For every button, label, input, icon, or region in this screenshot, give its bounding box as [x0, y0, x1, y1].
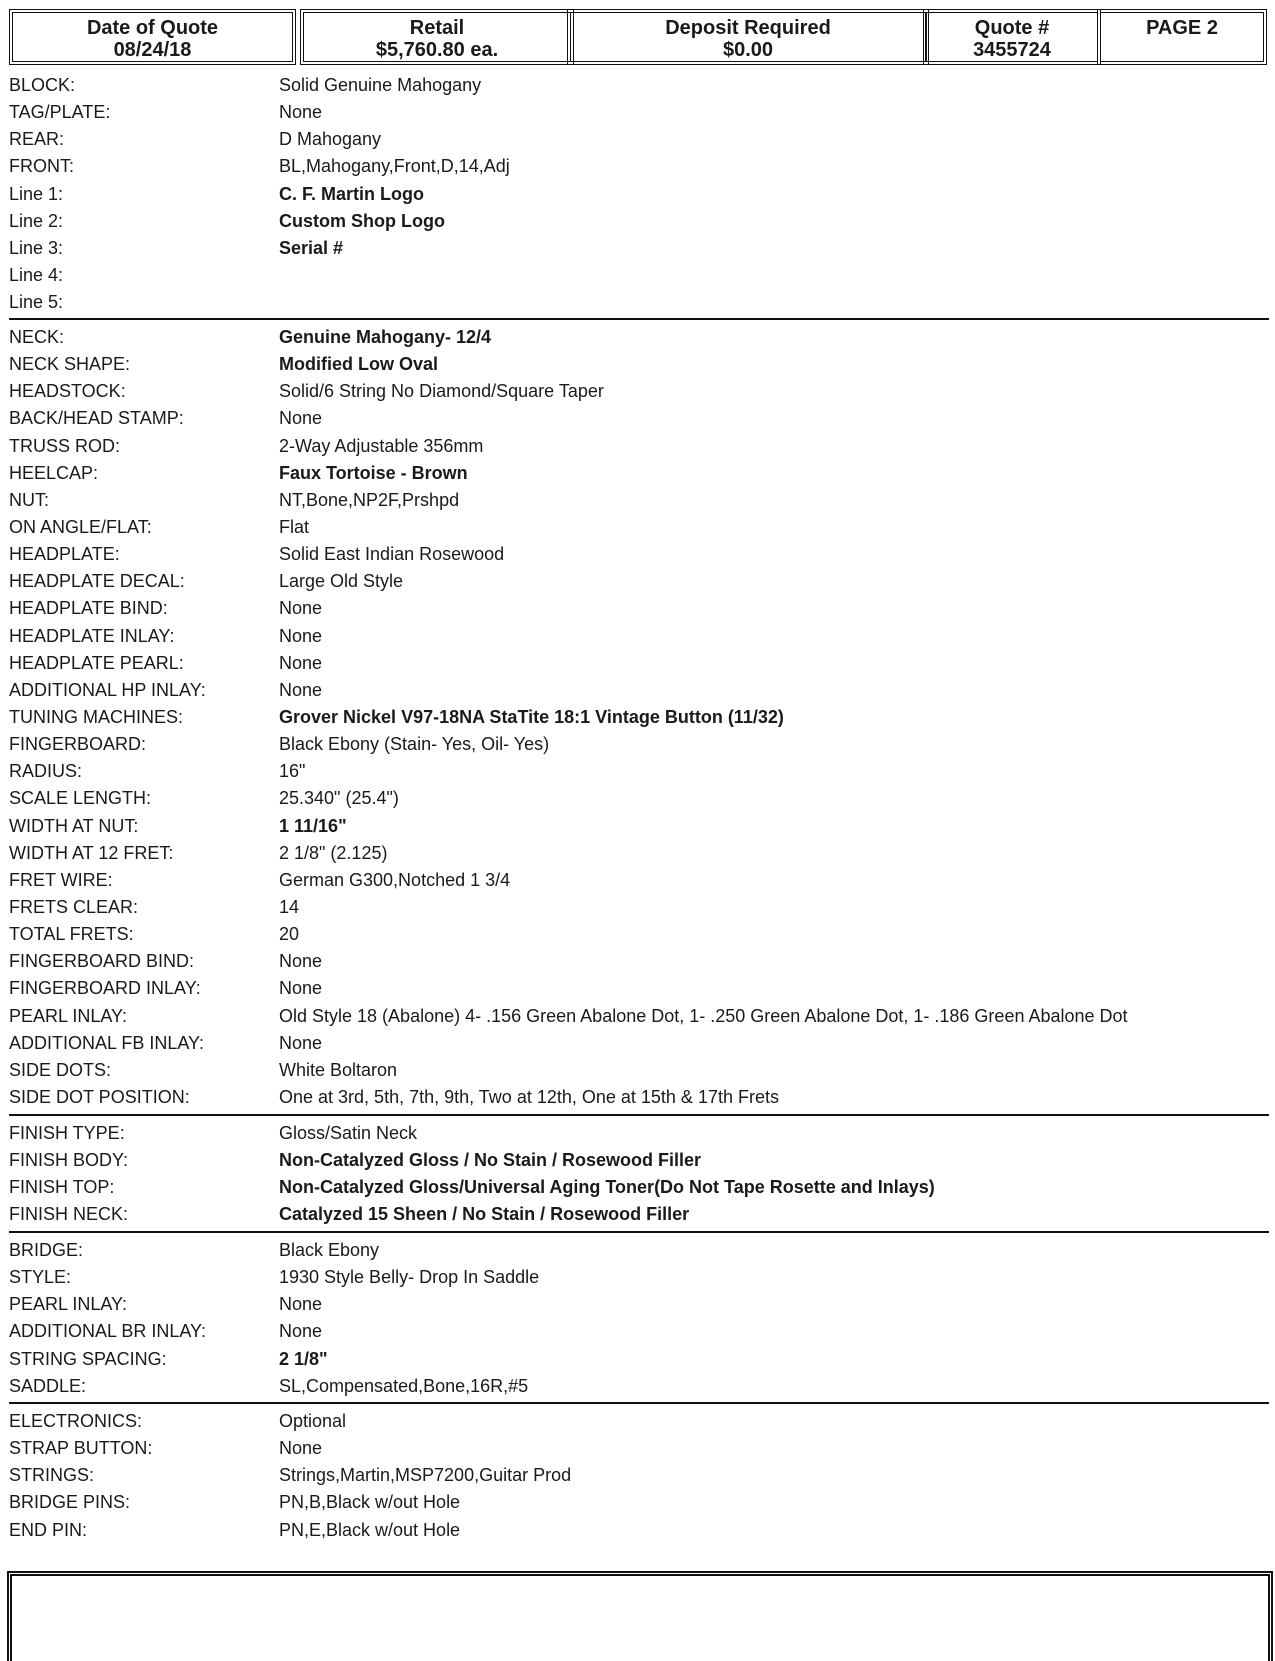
spec-label: Line 3: [9, 237, 64, 258]
spec-label: SCALE LENGTH: [9, 788, 152, 809]
spec-row [9, 595, 1269, 622]
spec-value: None [279, 679, 323, 700]
spec-value: None [279, 598, 323, 619]
spec-value: 2 1/8" [279, 1348, 328, 1369]
spec-value: Non-Catalyzed Gloss / No Stain / Rosewood Filler [279, 1150, 702, 1171]
spec-label: TRUSS ROD: [9, 435, 121, 456]
spec-row [9, 1264, 1269, 1291]
spec-value: Solid/6 String No Diamond/Square Taper [279, 381, 604, 402]
spec-row [9, 1346, 1269, 1373]
spec-label: TUNING MACHINES: [9, 706, 184, 727]
spec-row [9, 1201, 1269, 1228]
spec-value: Grover Nickel V97-18NA StaTite 18:1 Vintage Button (11/32) [279, 706, 784, 727]
spec-label: STRINGS: [9, 1465, 95, 1486]
spec-value: C. F. Martin Logo [279, 183, 424, 204]
spec-row [9, 378, 1269, 405]
neck-section [9, 324, 1269, 1111]
spec-value: Large Old Style [279, 571, 404, 592]
spec-value: One at 3rd, 5th, 7th, 9th, Two at 12th, One at 15th & 17th Frets [279, 1086, 779, 1107]
spec-value: None [279, 408, 323, 429]
spec-value: Genuine Mahogany- 12/4 [279, 327, 492, 347]
spec-value: Faux Tortoise - Brown [279, 462, 468, 483]
spec-row [9, 235, 1269, 262]
spec-label: HEELCAP: [9, 462, 99, 483]
spec-row [9, 1030, 1269, 1057]
spec-label: STRING SPACING: [9, 1348, 167, 1369]
finish-section [9, 1120, 1269, 1229]
spec-row [9, 758, 1269, 785]
spec-value: None [279, 978, 323, 999]
spec-label: NECK SHAPE: [9, 354, 131, 375]
spec-value: PN,B,Black w/out Hole [279, 1492, 461, 1513]
spec-row [9, 1408, 1269, 1435]
spec-row [9, 153, 1269, 180]
deposit-required-box [567, 9, 929, 65]
spec-label: Line 2: [9, 210, 64, 231]
spec-row [9, 405, 1269, 432]
spec-value: Optional [279, 1411, 347, 1431]
spec-label: ADDITIONAL FB INLAY: [9, 1032, 205, 1053]
spec-value: BL,Mahogany,Front,D,14,Adj [279, 156, 510, 177]
spec-value: None [279, 1438, 323, 1459]
spec-label: FINISH NECK: [9, 1204, 129, 1225]
spec-row [9, 324, 1269, 351]
spec-label: NECK: [9, 327, 65, 347]
spec-row [9, 1435, 1269, 1462]
spec-label: FRONT: [9, 156, 74, 177]
spec-row [9, 731, 1269, 758]
spec-value: None [279, 951, 323, 972]
spec-row [9, 1084, 1269, 1111]
spec-value: Gloss/Satin Neck [279, 1123, 418, 1143]
spec-row [9, 99, 1269, 126]
spec-row [9, 181, 1269, 208]
spec-value: None [279, 1321, 323, 1342]
spec-value: 1 11/16" [279, 815, 347, 836]
retail-box [300, 9, 574, 65]
notes-box [7, 1571, 1273, 1661]
spec-label: ON ANGLE/FLAT: [9, 516, 152, 537]
spec-label: END PIN: [9, 1519, 88, 1540]
spec-label: HEADPLATE INLAY: [9, 625, 175, 646]
spec-value: Strings,Martin,MSP7200,Guitar Prod [279, 1465, 572, 1486]
spec-label: PEARL INLAY: [9, 1005, 128, 1026]
spec-row [9, 289, 1269, 316]
spec-label: HEADPLATE BIND: [9, 598, 168, 619]
section-divider [9, 1402, 1269, 1404]
spec-value: Black Ebony (Stain- Yes, Oil- Yes) [279, 734, 550, 755]
spec-label: BLOCK: [9, 75, 76, 95]
date-of-quote-label: Date of Quote [86, 17, 219, 39]
spec-row [9, 623, 1269, 650]
date-of-quote-box [9, 9, 296, 65]
spec-label: SIDE DOT POSITION: [9, 1086, 190, 1107]
spec-row [9, 126, 1269, 153]
quote-number-value: 3455724 [973, 39, 1051, 61]
spec-row [9, 1489, 1269, 1516]
spec-value: Solid East Indian Rosewood [279, 544, 505, 565]
spec-label: HEADSTOCK: [9, 381, 126, 402]
spec-value: None [279, 652, 323, 673]
spec-value: None [279, 102, 323, 123]
section-divider [9, 1114, 1269, 1116]
spec-value: None [279, 1294, 323, 1315]
spec-row [9, 487, 1269, 514]
spec-label: SIDE DOTS: [9, 1059, 112, 1080]
spec-label: HEADPLATE: [9, 544, 120, 565]
spec-label: Line 1: [9, 183, 64, 204]
spec-label: HEADPLATE PEARL: [9, 652, 184, 673]
spec-row [9, 1003, 1269, 1030]
spec-label: FINISH TYPE: [9, 1123, 125, 1143]
spec-label: RADIUS: [9, 761, 83, 782]
spec-value: Modified Low Oval [279, 354, 439, 375]
spec-label: HEADPLATE DECAL: [9, 571, 185, 592]
spec-value: 1930 Style Belly- Drop In Saddle [279, 1267, 540, 1288]
spec-value: PN,E,Black w/out Hole [279, 1519, 461, 1540]
spec-row [9, 1057, 1269, 1084]
spec-row [9, 1291, 1269, 1318]
spec-label: Line 5: [9, 292, 64, 313]
spec-value: German G300,Notched 1 3/4 [279, 869, 511, 890]
spec-row [9, 1174, 1269, 1201]
spec-label: REAR: [9, 129, 65, 150]
spec-row [9, 975, 1269, 1002]
spec-label: WIDTH AT 12 FRET: [9, 842, 174, 863]
quote-number-box [923, 9, 1101, 65]
spec-label: ELECTRONICS: [9, 1411, 143, 1431]
spec-label: FINISH TOP: [9, 1177, 115, 1198]
retail-value: $5,760.80 ea. [375, 39, 499, 61]
spec-row [9, 921, 1269, 948]
spec-label: FRET WIRE: [9, 869, 113, 890]
spec-row [9, 351, 1269, 378]
spec-value: Non-Catalyzed Gloss/Universal Aging Toner(Do Not Tape Rosette and Inlays) [279, 1177, 935, 1198]
date-of-quote-value: 08/24/18 [113, 39, 192, 61]
spec-value: 20 [279, 924, 300, 945]
spec-row [9, 650, 1269, 677]
page-number-box [1097, 9, 1267, 65]
spec-value: 2 1/8" (2.125) [279, 842, 388, 863]
spec-label: STRAP BUTTON: [9, 1438, 153, 1459]
spec-label: BRIDGE: [9, 1240, 84, 1260]
spec-label: FINGERBOARD: [9, 734, 147, 755]
spec-row [9, 262, 1269, 289]
spec-row [9, 460, 1269, 487]
spec-row [9, 72, 1269, 99]
spec-row [9, 568, 1269, 595]
spec-label: FRETS CLEAR: [9, 896, 139, 917]
spec-row [9, 433, 1269, 460]
hardware-section [9, 1408, 1269, 1544]
spec-row [9, 1237, 1269, 1264]
spec-label: STYLE: [9, 1267, 72, 1288]
spec-value: None [279, 625, 323, 646]
spec-label: BACK/HEAD STAMP: [9, 408, 184, 429]
spec-label: TAG/PLATE: [9, 102, 111, 123]
spec-value: Catalyzed 15 Sheen / No Stain / Rosewood Filler [279, 1204, 690, 1225]
spec-value: White Boltaron [279, 1059, 398, 1080]
spec-value: 16" [279, 761, 306, 782]
retail-label: Retail [409, 17, 465, 39]
spec-row [9, 1120, 1269, 1147]
spec-row [9, 1517, 1269, 1544]
spec-value: NT,Bone,NP2F,Prshpd [279, 489, 460, 510]
spec-label: TOTAL FRETS: [9, 924, 134, 945]
spec-label: BRIDGE PINS: [9, 1492, 131, 1513]
spec-value: Solid Genuine Mahogany [279, 75, 482, 95]
spec-label: FINGERBOARD INLAY: [9, 978, 201, 999]
spec-label: PEARL INLAY: [9, 1294, 128, 1315]
spec-label: ADDITIONAL BR INLAY: [9, 1321, 207, 1342]
spec-value: Old Style 18 (Abalone) 4- .156 Green Abalone Dot, 1- .250 Green Abalone Dot, 1- .186 Green Abalone Dot [279, 1005, 1128, 1026]
spec-label: FINGERBOARD BIND: [9, 951, 195, 972]
spec-row [9, 1373, 1269, 1400]
page-number-label: PAGE 2 [1146, 17, 1218, 39]
spec-label: WIDTH AT NUT: [9, 815, 139, 836]
spec-label: NUT: [9, 489, 49, 510]
spec-value: Serial # [279, 237, 344, 258]
spec-value: Black Ebony [279, 1240, 380, 1260]
spec-label: Line 4: [9, 264, 64, 285]
spec-row [9, 677, 1269, 704]
spec-label: ADDITIONAL HP INLAY: [9, 679, 206, 700]
deposit-required-value: $0.00 [722, 39, 774, 61]
spec-row [9, 1462, 1269, 1489]
spec-value: Flat [279, 516, 310, 537]
spec-row [9, 948, 1269, 975]
spec-value: 25.340" (25.4") [279, 788, 399, 809]
spec-value: D Mahogany [279, 129, 382, 150]
spec-value: 2-Way Adjustable 356mm [279, 435, 484, 456]
deposit-required-label: Deposit Required [665, 17, 831, 39]
spec-row [9, 867, 1269, 894]
section-divider [9, 1231, 1269, 1233]
spec-row [9, 840, 1269, 867]
spec-label: SADDLE: [9, 1375, 87, 1396]
spec-row [9, 785, 1269, 812]
spec-value: 14 [279, 896, 300, 917]
spec-row [9, 541, 1269, 568]
spec-value: Custom Shop Logo [279, 210, 445, 231]
spec-row [9, 208, 1269, 235]
spec-row [9, 514, 1269, 541]
block-section [9, 72, 1269, 316]
quote-number-label: Quote # [974, 17, 1050, 39]
spec-value: SL,Compensated,Bone,16R,#5 [279, 1375, 529, 1396]
spec-row [9, 894, 1269, 921]
spec-row [9, 1318, 1269, 1345]
spec-row [9, 704, 1269, 731]
spec-row [9, 1147, 1269, 1174]
spec-label: FINISH BODY: [9, 1150, 129, 1171]
section-divider [9, 318, 1269, 320]
bridge-section [9, 1237, 1269, 1400]
spec-row [9, 813, 1269, 840]
spec-value: None [279, 1032, 323, 1053]
